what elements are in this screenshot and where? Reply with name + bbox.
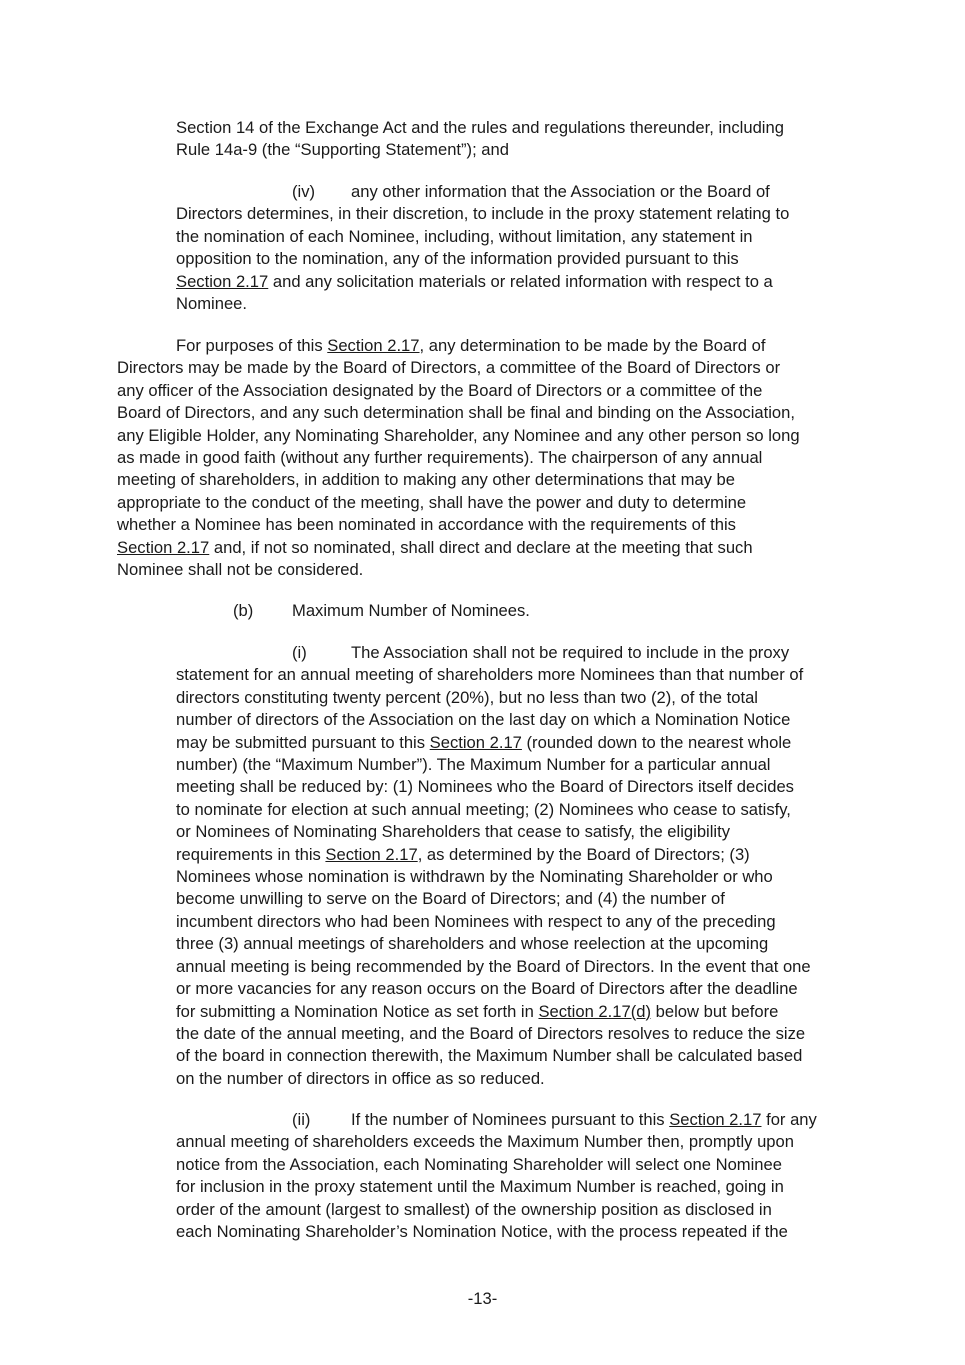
text-line: to nominate for election at such annual meeting; (2) Nominees who cease to satisfy, [176, 799, 791, 819]
text-line: any other information that the Association or the Board of [351, 182, 770, 201]
text-line: For purposes of this [176, 336, 328, 355]
text-line: The Association shall not be required to include in the proxy [351, 643, 790, 662]
text-line: may be submitted pursuant to this [176, 732, 430, 752]
text-line: become unwilling to serve on the Board of Directors; and (4) the number of [176, 889, 725, 909]
section-link[interactable]: Section 2.17 [325, 844, 418, 864]
text-line: appropriate to the conduct of the meeting, shall have the power and duty to determine [117, 492, 747, 512]
text-line: (rounded down to the nearest whole [521, 732, 792, 752]
text-line: Section 14 of the Exchange Act and the rules and regulations thereunder, including [176, 118, 784, 137]
paragraph-i [176, 642, 866, 1090]
text-line: below but before [651, 1001, 779, 1021]
text-line: incumbent directors who had been Nominees with respect to any of the preceding [176, 911, 776, 931]
text-line: Directors determines, in their discretion, to include in the proxy statement relating to [176, 204, 790, 224]
item-label-iv: (iv) [292, 182, 316, 201]
subsection-heading-b [233, 600, 530, 622]
text-line: Board of Directors, and any such determination shall be final and binding on the Association, [117, 403, 795, 423]
subsection-title: Maximum Number of Nominees. [292, 601, 530, 620]
text-line: or more vacancies for any reason occurs on the Board of Directors after the deadline [176, 979, 798, 999]
text-line: on the number of directors in office as so reduced. [176, 1068, 545, 1088]
text-line: Nominee. [176, 294, 248, 314]
text-line: annual meeting of shareholders exceeds the Maximum Number then, promptly upon [176, 1132, 794, 1152]
text-line: statement for an annual meeting of shareholders more Nominees than that number of [176, 665, 804, 685]
text-line: requirements in this [176, 844, 326, 864]
page-number: -13- [467, 1289, 498, 1308]
item-label-ii: (ii) [292, 1110, 311, 1129]
text-line: the nomination of each Nominee, including, without limitation, any statement in [176, 226, 753, 246]
text-line: Directors may be made by the Board of Directors, a committee of the Board of Directors or [117, 358, 781, 378]
text-line: , as determined by the Board of Directors; (3) [417, 844, 750, 864]
section-link[interactable]: Section 2.17 [429, 732, 522, 752]
text-line: any Eligible Holder, any Nominating Shareholder, any Nominee and any other person so long [117, 425, 800, 445]
text-line: of the board in connection therewith, the Maximum Number shall be calculated based [176, 1046, 803, 1066]
text-line: number of directors of the Association on the last day on which a Nomination Notice [176, 710, 791, 730]
text-line: Nominees whose nomination is withdrawn by the Nominating Shareholder or who [176, 867, 773, 887]
section-link[interactable]: Section 2.17 [117, 537, 210, 557]
paragraph-ii [176, 1109, 866, 1243]
text-line: Nominee shall not be considered. [117, 560, 364, 580]
text-line: or Nominees of Nominating Shareholders that cease to satisfy, the eligibility [176, 822, 731, 842]
text-line: Rule 14a-9 (the “Supporting Statement”); and [176, 140, 509, 160]
text-line: three (3) annual meetings of shareholders and whose reelection at the upcoming [176, 934, 769, 954]
text-line: opposition to the nomination, any of the information provided pursuant to this [176, 249, 739, 269]
text-line: and any solicitation materials or related information with respect to a [268, 271, 773, 291]
section-link[interactable]: Section 2.17 [669, 1110, 762, 1129]
text-line: directors constituting twenty percent (20%), but no less than two (2), of the total [176, 687, 758, 707]
item-label-b: (b) [233, 601, 254, 620]
section-link[interactable]: Section 2.17(d) [538, 1001, 652, 1021]
text-line: , any determination to be made by the Board of [419, 336, 766, 355]
paragraph-supporting-statement [176, 117, 866, 162]
text-line: each Nominating Shareholder’s Nomination Notice, with the process repeated if the [176, 1222, 788, 1242]
text-line: whether a Nominee has been nominated in accordance with the requirements of this [117, 515, 736, 535]
section-link[interactable]: Section 2.17 [327, 336, 420, 355]
text-line: meeting of shareholders, in addition to making any other determinations that may be [117, 470, 736, 490]
text-line: annual meeting is being recommended by the Board of Directors. In the event that one [176, 956, 811, 976]
text-line: for any [761, 1110, 817, 1129]
text-line: meeting shall be reduced by: (1) Nominees who the Board of Directors itself decides [176, 777, 794, 797]
text-line: for submitting a Nomination Notice as set forth in [176, 1001, 539, 1021]
text-line: order of the amount (largest to smallest) of the ownership position as disclosed in [176, 1199, 772, 1219]
text-line: and, if not so nominated, shall direct and declare at the meeting that such [209, 537, 753, 557]
paragraph-determinations [117, 335, 857, 581]
text-line: for inclusion in the proxy statement until the Maximum Number is reached, going in [176, 1177, 784, 1197]
text-line: any officer of the Association designated by the Board of Directors or a committee of the [117, 380, 763, 400]
paragraph-iv [176, 181, 866, 315]
item-label-i: (i) [292, 643, 307, 662]
text-line: the date of the annual meeting, and the Board of Directors resolves to reduce the size [176, 1023, 806, 1043]
text-line: notice from the Association, each Nominating Shareholder will select one Nominee [176, 1154, 782, 1174]
text-line: number) (the “Maximum Number”). The Maximum Number for a particular annual [176, 755, 771, 775]
text-line: If the number of Nominees pursuant to this [351, 1110, 670, 1129]
text-line: as made in good faith (without any further requirements). The chairperson of any annual [117, 448, 763, 468]
section-link[interactable]: Section 2.17 [176, 271, 269, 291]
